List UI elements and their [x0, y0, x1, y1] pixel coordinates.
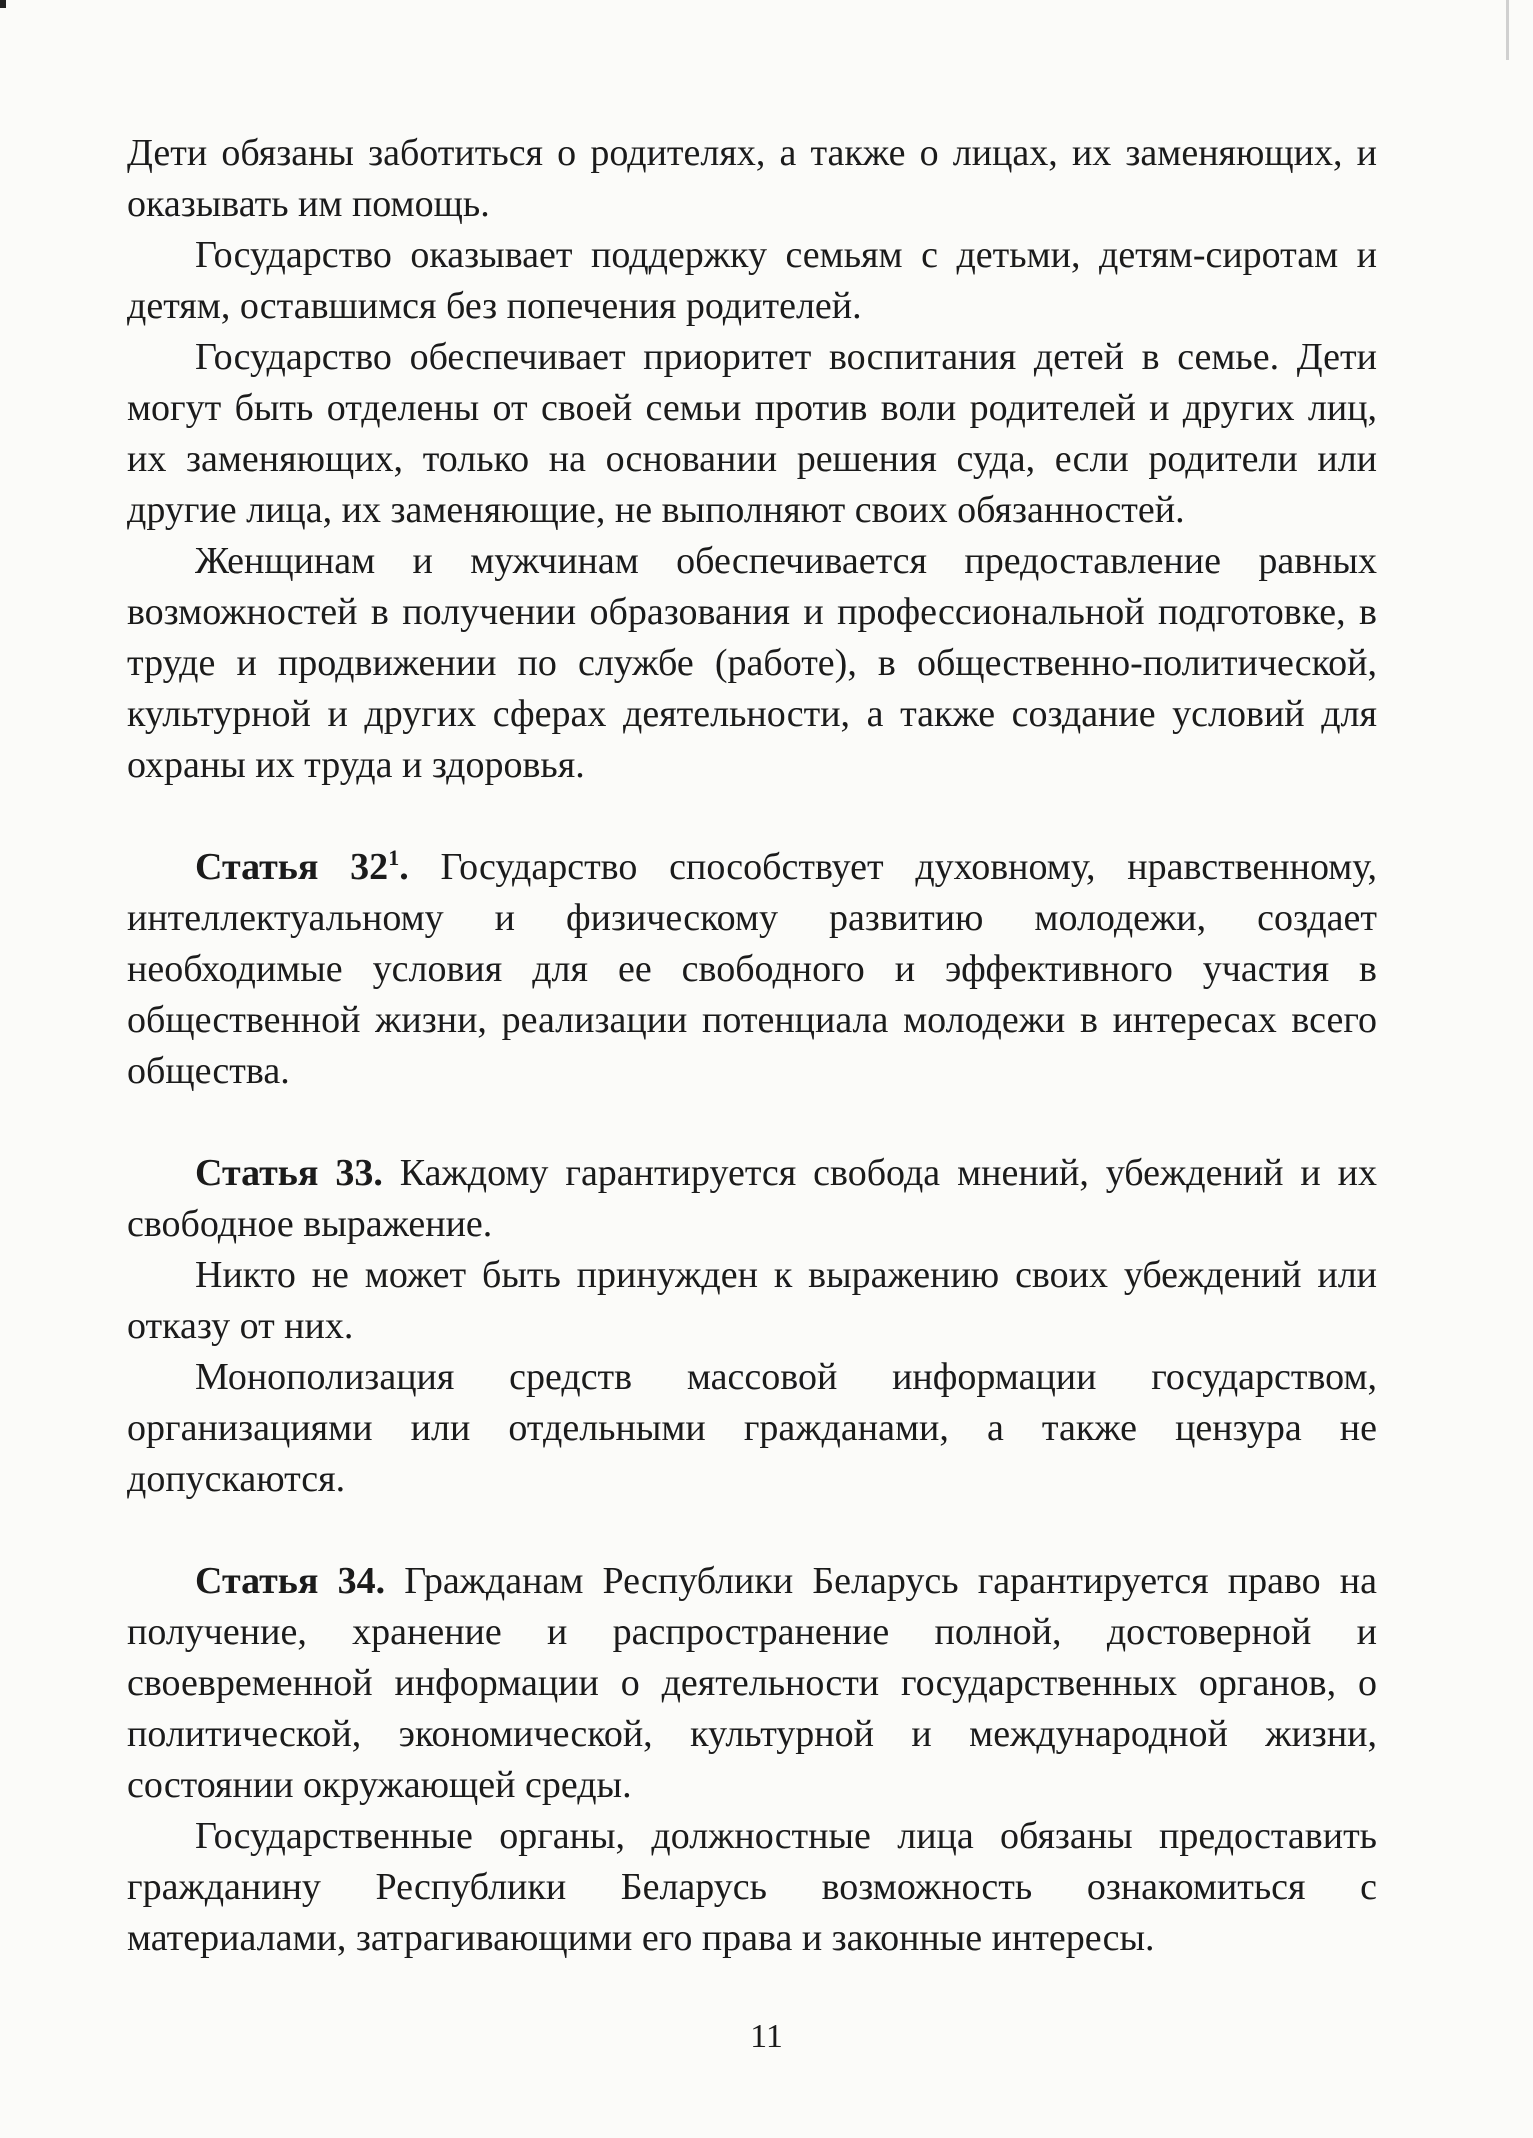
- paragraph: Никто не может быть принужден к выражению своих убеждений или отказу от них.: [127, 1254, 1377, 1347]
- paragraph: Дети обязаны заботиться о родителях, а также о лицах, их заменяющих, и оказывать им помощь.: [127, 132, 1377, 225]
- article-paragraph: [127, 1148, 1377, 1250]
- scan-artifact: [1506, 0, 1509, 60]
- paragraph: Государственные органы, должностные лица обязаны предоставить гражданину Республики Беларусь возможность ознакомиться с материалами, затрагивающими его права и законные интересы.: [127, 1815, 1377, 1959]
- article-heading-main: Статья 32: [195, 846, 389, 888]
- article-32-1: [127, 842, 1377, 1097]
- article-text: Государство способствует духовному, нравственному, интеллектуальному и физическому развитию молодежи, создает необходимые условия для ее свободного и эффективного участия в общественной жизни, реализации потенциала молодежи в интересах всего общества.: [127, 846, 1377, 1092]
- article-heading-superscript: 1: [388, 845, 400, 870]
- page-number: 11: [750, 2018, 783, 2055]
- article-heading: Статья 34.: [195, 1560, 386, 1602]
- paragraph: Государство обеспечивает приоритет воспитания детей в семье. Дети могут быть отделены от своей семьи против воли родителей и других лиц, их заменяющих, только на основании решения суда, если родители или другие лица, их заменяющие, не выполняют своих обязанностей.: [127, 336, 1377, 531]
- article-text: Каждому гарантируется свобода мнений, убеждений и их свободное выражение.: [127, 1152, 1377, 1245]
- article-34: [127, 1556, 1377, 1964]
- article-heading: Статья 33.: [195, 1152, 383, 1194]
- article-heading: [195, 846, 409, 888]
- article-text: Гражданам Республики Беларусь гарантируется право на получение, хранение и распространение полной, достоверной и своевременной информации о деятельности государственных органов, о политической, экономической, культурной и международной жизни, состоянии окружающей среды.: [127, 1560, 1377, 1806]
- paragraph: Государство оказывает поддержку семьям с детьми, детям-сиротам и детям, оставшимся без попечения родителей.: [127, 234, 1377, 327]
- scan-artifact: [0, 0, 6, 8]
- article-paragraph: [127, 1556, 1377, 1811]
- article-heading-end: .: [399, 846, 409, 888]
- page-body-text: [127, 128, 1377, 1964]
- paragraph: Женщинам и мужчинам обеспечивается предоставление равных возможностей в получении образования и профессиональной подготовке, в труде и продвижении по службе (работе), в общественно-политической, культурной и других сферах деятельности, а также создание условий для охраны их труда и здоровья.: [127, 540, 1377, 786]
- article-paragraph: [127, 842, 1377, 1097]
- paragraph: Монополизация средств массовой информации государством, организациями или отдельными гражданами, а также цензура не допускаются.: [127, 1356, 1377, 1500]
- article-33: [127, 1148, 1377, 1505]
